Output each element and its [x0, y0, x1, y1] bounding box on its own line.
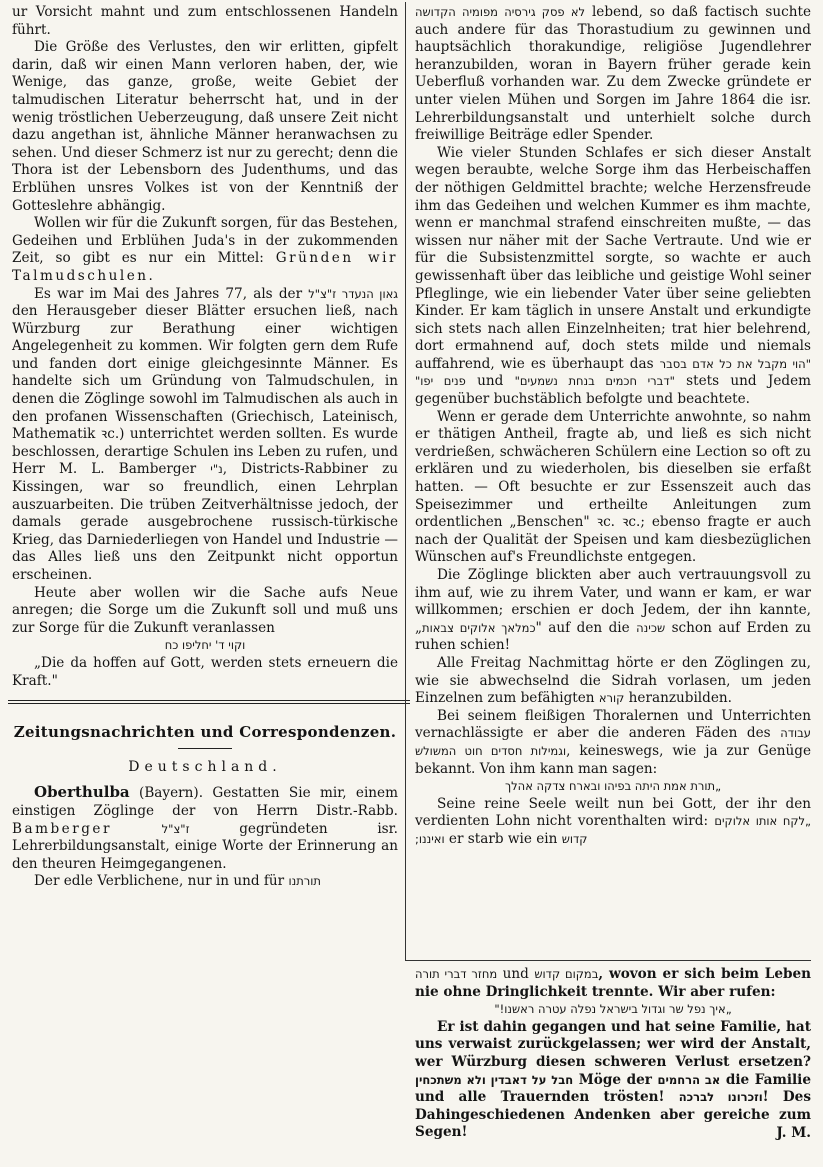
- hebrew-text: מחזר דברי תורה: [415, 967, 498, 981]
- text: stets und Jedem gegenüber buchstäblich befolgte und beachtete.: [415, 373, 811, 408]
- paragraph: [415, 567, 811, 655]
- text: Der edle Verblichene, nur in und für: [34, 873, 289, 890]
- hebrew-text: גאון הנעדר ז"צ"ל: [308, 286, 399, 301]
- hebrew-verse: וקוי ד' יחליפו כח: [164, 638, 246, 653]
- text: , Districts-Rabbiner zu Kissingen, war so freundlich, einen Lehrplan auszuarbeiten. Die trüben Zeitverhältnisse jedoch, der damals gerade ausgebrochene russisch-türkische Krieg, das Darniederliegen von Handel und Industrie — das Alles ließ uns den Zeitpunkt nicht opportun erscheinen.: [12, 461, 398, 583]
- hebrew-text: ז"צ"ל: [161, 821, 190, 836]
- text: und: [497, 966, 535, 982]
- text: ! Des Dahingeschiedenen Andenken aber gereiche zum Segen!: [415, 1089, 811, 1141]
- hebrew-text: נ"י: [210, 462, 223, 477]
- text: Möge der: [573, 1071, 658, 1088]
- left-column: [12, 4, 398, 891]
- column-divider: [405, 2, 406, 960]
- paragraph: [415, 4, 811, 145]
- text: heranzubilden.: [624, 690, 732, 707]
- hebrew-text: "דברי חכמים בנחת נשמעים": [514, 374, 675, 389]
- horizontal-divider: [405, 960, 811, 961]
- signature: J. M.: [776, 1124, 811, 1141]
- right-column: [415, 4, 811, 849]
- person-name: Bamberger: [12, 820, 112, 837]
- short-divider: [178, 748, 232, 749]
- paragraph: [415, 966, 811, 1001]
- hebrew-text: "הוי מקבל את כל אדם בסבר פנים יפו": [415, 356, 811, 389]
- text: (Bayern). Gestatten Sie mir, einem einstigen Zöglinge der von Herrn Distr.-Rabb.: [12, 785, 398, 819]
- hebrew-text: אב הרחמים: [657, 1072, 721, 1087]
- paragraph: [415, 145, 811, 409]
- text: die Familie und alle Trauernden trösten!: [415, 1071, 811, 1106]
- hebrew-text: כמלאך אלוקים צבאות: [422, 620, 536, 635]
- text: lebend, so daß factisch suchte auch andere für das Thorastudium zu gewinnen und hauptsächlich thorakundige, religiöse Jugendlehrer heranzubilden, woran in Bayern früher gerade kein Ueberfluß vorhanden war. Zu dem Zwecke gründete er unter vielen Mühen und Sorgen im Jahre 1864 die isr. Lehrerbildungsanstalt und unterhielt solche durch freiwillige Beiträge edler Spender.: [415, 4, 811, 144]
- continuation-block: [415, 966, 811, 1143]
- hebrew-text: תורתנו: [288, 874, 321, 889]
- hebrew-text: קדוש: [561, 831, 588, 846]
- hebrew-text: קורא: [598, 691, 625, 706]
- text: Alle Freitag Nachmittag hörte er den Zöglingen zu, wie sie abwechselnd die Sidrah vorlasen, um jeden Einzelnen zum befähigten: [415, 654, 811, 707]
- quote: „Die da hoffen auf Gott, werden stets erneuern die Kraft.": [12, 654, 398, 689]
- section-divider: [8, 700, 410, 704]
- hebrew-text: במקום קדוש: [534, 967, 599, 981]
- paragraph: Wenn er gerade dem Unterrichte anwohnte, so nahm er thätigen Antheil, fragte ab, und ließ es sich nicht verdrießen, schwächeren Schülern eine Lection so oft zu erklären und zu wiederholen, bis dieselben sie erfaßt hatten. — Oft besuchte er zur Essenszeit auch das Speisezimmer und ertheilte Anleitungen zum ordentlichen „Benschen" ꝛc. ꝛc.; ebenso fragte er auch nach der Qualität der Speisen und kam diesbezüglichen Wünschen auf's Freundlichste entgegen.: [415, 408, 811, 566]
- hebrew-text: „לקח אותו אלוקים ואיננו;: [415, 814, 812, 846]
- text: Wollen wir für die Zukunft sorgen, für das Bestehen, Gedeihen und Erblühen Juda's in der zukommenden Zeit, so gibt es nur ein Mittel:: [12, 215, 398, 267]
- paragraph: [415, 796, 811, 849]
- text: Die Zöglinge blickten aber auch vertrauungsvoll zu ihm auf, wie zu ihrem Vater, und wann er kam, er war willkommen; erschien er doch Jedem, der ihn kannte, „: [415, 567, 811, 636]
- hebrew-verse: „תורת אמת היתה בפיהו ובארח צדקה אהלך: [504, 779, 722, 794]
- paragraph: Heute aber wollen wir die Sache aufs Neue anregen; die Sorge um die Zukunft soll und muß uns zur Sorge für die Zukunft veranlassen: [12, 584, 398, 636]
- paragraph: [12, 873, 398, 891]
- hebrew-text: עבודה וגמילות חסדים חוט המשולש: [415, 726, 811, 758]
- hebrew-text: לא פסק גירסיה מפומיה הקדושה: [415, 5, 586, 19]
- text: den Herausgeber dieser Blätter ersuchen ließ, nach Würzburg zur Berathung einer wichtigen Angelegenheit zu kommen. Wir folgten gern dem Rufe und fanden dort einige gleichgesinnte Männer. Es handelte sich um Gründung von Talmudschulen, in denen die Zöglinge sowohl im Talmudischen als auch in den profanen Wissenschaften (Griechisch, Lateinisch, Mathematik ꝛc.) unterrichtet werden sollten. Es wurde beschlossen, derartige Schulen ins Leben zu rufen, und Herr M. L. Bamberger: [12, 303, 398, 478]
- text: , keineswegs, wie ja zur Genüge bekannt. Von ihm kann man sagen:: [415, 742, 811, 777]
- text: schon auf Erden zu ruhen schien!: [415, 619, 811, 654]
- paragraph: Die Größe des Verlustes, den wir erlitten, gipfelt darin, daß wir einen Mann verloren haben, der, wie Wenige, das ganze, große, weite Gebiet der talmudischen Literatur beherrscht hat, und in der wenig tröstlichen Ueberzeugung, daß unsere Zeit nicht dazu angethan ist, ähnliche Männer heranwachsen zu sehen. Und dieser Schmerz ist nur zu gerecht; denn die Thora ist der Lebensborn des Judenthums, und das Erblühen unsres Volkes ist von der Kenntniß der Gotteslehre abhängig.: [12, 39, 398, 214]
- paragraph: [12, 286, 398, 585]
- country-heading: Deutschland.: [128, 758, 282, 775]
- text: Er ist dahin gegangen und hat seine Familie, hat uns verwaist zurückgelassen; wer wird der Anstalt, wer Würzburg diesen schweren Verlust ersetzen?: [415, 1018, 811, 1070]
- emphasis-text: Gründen wir Talmudschulen.: [12, 250, 398, 284]
- section-title: Zeitungsnachrichten und Correspondenzen.: [13, 723, 397, 742]
- text: Wie vieler Stunden Schlafes er sich dieser Anstalt wegen beraubte, welche Sorge ihm das Herbeischaffen der nöthigen Geldmittel brachte; welche Herzensfreude ihm das Gedeihen und welchen Kummer es ihm machte, wenn er manchmal strafend einschreiten mußte, — das wissen nur näher mit der Sache Vertraute. Und wie er für die Subsistenzmittel sorgte, so wachte er auch gewissenhaft über das leibliche und geistige Wohl seiner Pfleglinge, wie ein liebender Vater über seine geliebten Kinder. Er kam täglich in unsere Anstalt und erkundigte sich stets nach allen Einzelnheiten; trat hier belehrend, dort ermahnend auf, doch stets milde und niemals auffahrend, wie es überhaupt das: [415, 144, 811, 372]
- text: er starb wie ein: [444, 830, 562, 847]
- text: Bei seinem fleißigen Thoralernen und Unterrichten vernachlässigte er aber die anderen Fäden des: [415, 707, 811, 742]
- text: gegründeten isr. Lehrerbildungsanstalt, einige Worte der Erinnerung an den theuren Heimgegangenen.: [12, 820, 398, 872]
- text: und: [465, 373, 515, 390]
- text: " auf den die: [535, 619, 637, 636]
- paragraph: ur Vorsicht mahnt und zum entschlossenen Handeln führt.: [12, 4, 398, 38]
- paragraph: [12, 784, 398, 873]
- text: Es war im Mai des Jahres 77, als der: [34, 285, 309, 302]
- paragraph: [12, 215, 398, 285]
- text: Seine reine Seele weilt nun bei Gott, der ihr den verdienten Lohn nicht vorenthalten wird:: [415, 795, 811, 830]
- place-name: Oberthulba: [34, 783, 130, 802]
- hebrew-text: שכינה: [636, 620, 666, 635]
- hebrew-text: חבל על דאבדין ולא משתכחין: [415, 1072, 574, 1087]
- paragraph: [415, 655, 811, 708]
- paragraph: [415, 708, 811, 778]
- hebrew-text: וזכרונו לברכה: [678, 1090, 763, 1105]
- hebrew-verse: „איך נפל שר וגדול בישראל נפלה עטרה ראשנו!": [494, 1002, 732, 1017]
- paragraph: [415, 1019, 811, 1142]
- text: , wovon er sich beim Leben nie ohne Dringlichkeit trennte. Wir aber rufen:: [415, 966, 812, 1000]
